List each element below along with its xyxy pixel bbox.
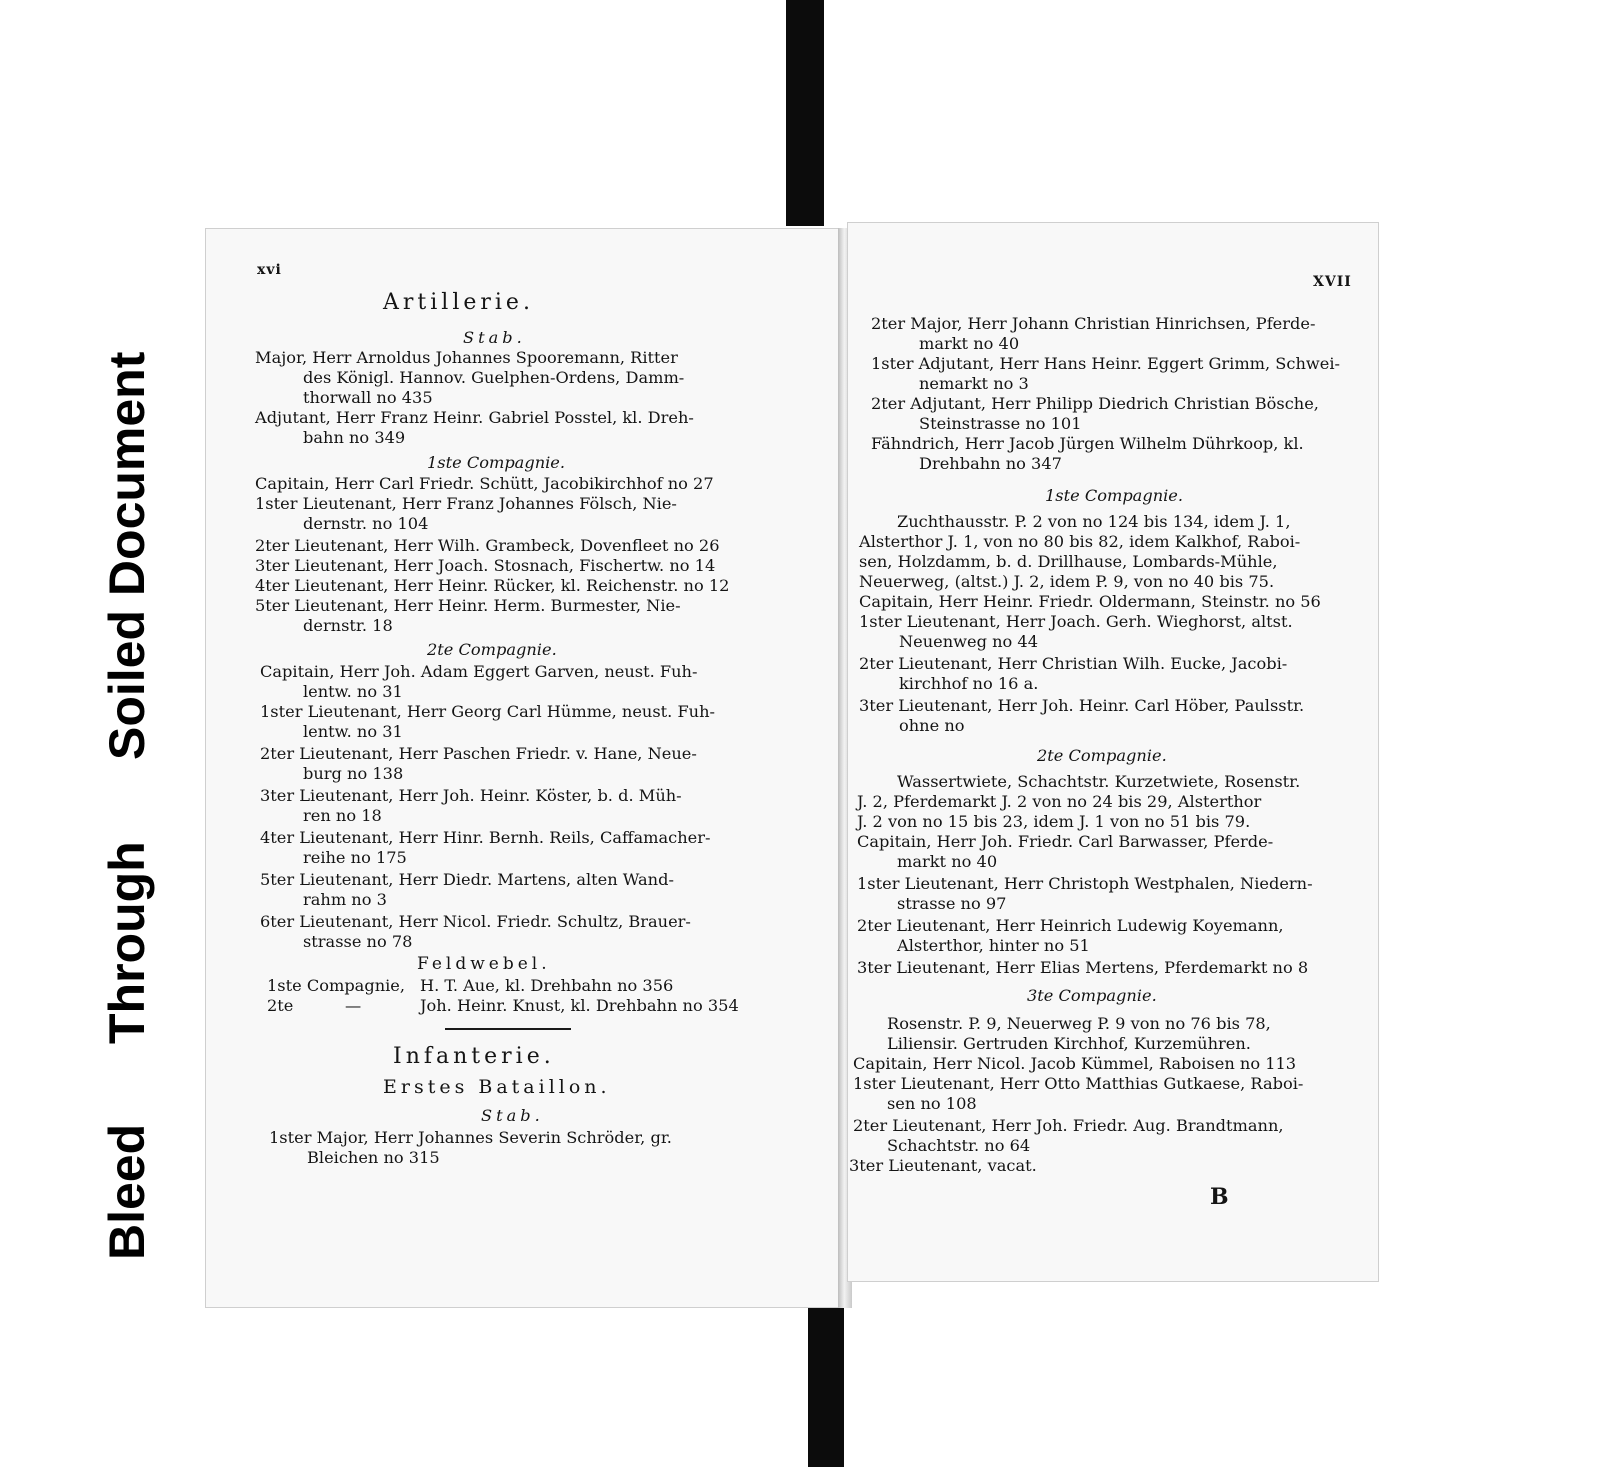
text-line: 1ster Lieutenant, Herr Joach. Gerh. Wieghorst, altst. — [859, 612, 1293, 631]
stamp-word-soiled-document: Soiled Document — [99, 351, 155, 760]
text-line: Capitain, Herr Carl Friedr. Schütt, Jacobikirchhof no 27 — [255, 474, 714, 493]
text-line: 4ter Lieutenant, Herr Heinr. Rücker, kl. Reichenstr. no 12 — [255, 576, 730, 595]
text-line: Capitain, Herr Joh. Adam Eggert Garven, neust. Fuh- — [260, 662, 698, 681]
feldwebel-entry-1: H. T. Aue, kl. Drehbahn no 356 — [420, 976, 674, 995]
text-line: reihe no 175 — [303, 848, 407, 867]
text-line: 2ter Adjutant, Herr Philipp Diedrich Christian Bösche, — [871, 394, 1319, 413]
stab-heading-infanterie: Stab. — [481, 1106, 544, 1125]
text-line: 2ter Lieutenant, Herr Joh. Friedr. Aug. Brandtmann, — [853, 1116, 1284, 1135]
text-line: dernstr. no 104 — [303, 514, 429, 533]
text-line: 2ter Major, Herr Johann Christian Hinrichsen, Pferde- — [871, 314, 1316, 333]
company-heading: 1ste Compagnie. — [427, 453, 566, 472]
text-line: Fähndrich, Herr Jacob Jürgen Wilhelm Dührkoop, kl. — [871, 434, 1304, 453]
text-line: markt no 40 — [897, 852, 998, 871]
text-line: 5ter Lieutenant, Herr Diedr. Martens, alten Wand- — [260, 870, 674, 889]
text-line: Capitain, Herr Heinr. Friedr. Oldermann, Steinstr. no 56 — [859, 592, 1321, 611]
feldwebel-label-2: 2te — [267, 996, 294, 1015]
text-line: dernstr. 18 — [303, 616, 393, 635]
text-line: lentw. no 31 — [303, 722, 403, 741]
text-line: 2ter Lieutenant, Herr Heinrich Ludewig Koyemann, — [857, 916, 1284, 935]
text-line: strasse no 97 — [897, 894, 1007, 913]
text-line: strasse no 78 — [303, 932, 413, 951]
text-line: thorwall no 435 — [303, 388, 433, 407]
text-line: 1ster Lieutenant, Herr Christoph Westphalen, Niedern- — [857, 874, 1313, 893]
text-line: Neuerweg, (altst.) J. 2, idem P. 9, von no 40 bis 75. — [859, 572, 1275, 591]
stamp-word-through: Through — [99, 841, 155, 1044]
text-line: des Königl. Hannov. Guelphen-Ordens, Damm- — [303, 368, 685, 387]
company-heading: 3te Compagnie. — [1027, 986, 1157, 1005]
text-line: Wassertwiete, Schachtstr. Kurzetwiete, Rosenstr. — [897, 772, 1301, 791]
company-heading: 1ste Compagnie. — [1045, 486, 1184, 505]
stamp-word-bleed: Bleed — [99, 1123, 155, 1260]
text-line: Adjutant, Herr Franz Heinr. Gabriel Posstel, kl. Dreh- — [255, 408, 694, 427]
text-line: lentw. no 31 — [303, 682, 403, 701]
stab-heading: Stab. — [463, 328, 526, 347]
text-line: kirchhof no 16 a. — [899, 674, 1039, 693]
binding-bar-top — [786, 0, 824, 226]
text-line: Rosenstr. P. 9, Neuerweg P. 9 von no 76 bis 78, — [887, 1014, 1271, 1033]
text-line: 1ster Lieutenant, Herr Franz Johannes Fölsch, Nie- — [255, 494, 677, 513]
text-line: 2ter Lieutenant, Herr Wilh. Grambeck, Dovenfleet no 26 — [255, 536, 720, 555]
feldwebel-entry-2: Joh. Heinr. Knust, kl. Drehbahn no 354 — [420, 996, 739, 1015]
text-line: Alsterthor J. 1, von no 80 bis 82, idem Kalkhof, Raboi- — [859, 532, 1301, 551]
text-line: 1ster Adjutant, Herr Hans Heinr. Eggert Grimm, Schwei- — [871, 354, 1340, 373]
text-line: burg no 138 — [303, 764, 404, 783]
text-line: Zuchthausstr. P. 2 von no 124 bis 134, idem J. 1, — [897, 512, 1291, 531]
text-line: Neuenweg no 44 — [899, 632, 1039, 651]
text-line: 3ter Lieutenant, vacat. — [849, 1156, 1037, 1175]
text-line: 4ter Lieutenant, Herr Hinr. Bernh. Reils, Caffamacher- — [260, 828, 711, 847]
text-line: 2ter Lieutenant, Herr Christian Wilh. Eucke, Jacobi- — [859, 654, 1288, 673]
text-line: 3ter Lieutenant, Herr Joach. Stosnach, Fischertw. no 14 — [255, 556, 716, 575]
text-line: 1ster Lieutenant, Herr Otto Matthias Gutkaese, Raboi- — [853, 1074, 1304, 1093]
right-page — [847, 222, 1379, 1282]
company-heading: 2te Compagnie. — [427, 640, 557, 659]
text-line: Major, Herr Arnoldus Johannes Spooremann, Ritter — [255, 348, 678, 367]
text-line: sen, Holzdamm, b. d. Drillhause, Lombards-Mühle, — [859, 552, 1278, 571]
text-line: 1ster Major, Herr Johannes Severin Schröder, gr. — [269, 1128, 672, 1147]
text-line: ren no 18 — [303, 806, 382, 825]
page-number-right: XVII — [1313, 274, 1352, 290]
text-line: ohne no — [899, 716, 965, 735]
infanterie-heading: Infanterie. — [393, 1044, 555, 1069]
text-line: markt no 40 — [919, 334, 1020, 353]
page-number-left: xvi — [257, 262, 282, 278]
text-line: 3ter Lieutenant, Herr Elias Mertens, Pferdemarkt no 8 — [857, 958, 1309, 977]
text-line: Schachtstr. no 64 — [887, 1136, 1031, 1155]
text-line: 3ter Lieutenant, Herr Joh. Heinr. Carl Höber, Paulsstr. — [859, 696, 1305, 715]
text-line: nemarkt no 3 — [919, 374, 1029, 393]
text-line: Capitain, Herr Nicol. Jacob Kümmel, Raboisen no 113 — [853, 1054, 1297, 1073]
text-line: rahm no 3 — [303, 890, 387, 909]
text-line: Drehbahn no 347 — [919, 454, 1062, 473]
text-line: Liliensir. Gertruden Kirchhof, Kurzemühren. — [887, 1034, 1251, 1053]
text-line: Steinstrasse no 101 — [919, 414, 1082, 433]
text-line: 6ter Lieutenant, Herr Nicol. Friedr. Schultz, Brauer- — [260, 912, 691, 931]
text-line: 5ter Lieutenant, Herr Heinr. Herm. Burmester, Nie- — [255, 596, 681, 615]
signature-mark: B — [1210, 1184, 1229, 1210]
text-line: Bleichen no 315 — [307, 1148, 440, 1167]
left-page — [205, 228, 847, 1308]
company-heading: 2te Compagnie. — [1037, 746, 1167, 765]
text-line: J. 2 von no 15 bis 23, idem J. 1 von no 51 bis 79. — [857, 812, 1251, 831]
text-line: bahn no 349 — [303, 428, 406, 447]
text-line: 1ster Lieutenant, Herr Georg Carl Hümme, neust. Fuh- — [260, 702, 716, 721]
text-line: Alsterthor, hinter no 51 — [897, 936, 1090, 955]
text-line: Capitain, Herr Joh. Friedr. Carl Barwasser, Pferde- — [857, 832, 1274, 851]
text-line: J. 2, Pferdemarkt J. 2 von no 24 bis 29, Alsterthor — [857, 792, 1262, 811]
text-line: sen no 108 — [887, 1094, 977, 1113]
artillerie-heading: Artillerie. — [383, 290, 534, 315]
feldwebel-heading: Feldwebel. — [417, 954, 551, 974]
bleed-through-stamp — [82, 230, 172, 1260]
section-divider — [445, 1028, 571, 1030]
feldwebel-dash: — — [345, 996, 362, 1015]
text-line: 2ter Lieutenant, Herr Paschen Friedr. v. Hane, Neue- — [260, 744, 697, 763]
text-line: 3ter Lieutenant, Herr Joh. Heinr. Köster, b. d. Müh- — [260, 786, 682, 805]
feldwebel-label-1: 1ste Compagnie, — [267, 976, 406, 995]
bataillon-heading: Erstes Bataillon. — [383, 1076, 611, 1098]
